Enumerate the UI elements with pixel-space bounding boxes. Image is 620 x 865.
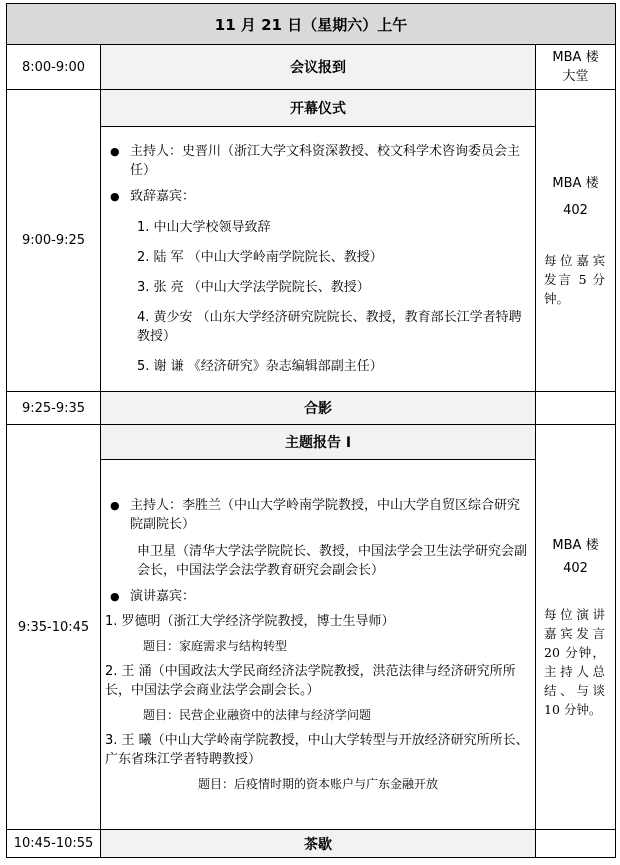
keynote-talk-3-speaker: 3. 王 曦（中山大学岭南学院教授，中山大学转型与开放经济研究所所长、广东省珠江学者特聘教授）	[105, 732, 529, 767]
keynote-room-cell	[536, 425, 616, 830]
opening-speaker-5: 5. 谢 谦 《经济研究》杂志编辑部副主任）	[137, 359, 383, 374]
registration-room-building: MBA 楼	[552, 50, 599, 65]
keynote-cohost: 申卫星（清华大学法学院院长、教授，中国法学会卫生法学研究会副会长，中国法学会法学教育研究会副会长）	[137, 543, 528, 578]
opening-speaker-3: 3. 张 亮 （中山大学法学院院长、教授）	[137, 280, 370, 295]
keynote-talk-2-speaker: 2. 王 涌（中国政法大学民商经济法学院教授，洪范法律与经济研究所所长，中国法学会商业法学会副会长。）	[105, 663, 516, 698]
opening-room-number: 402	[563, 202, 588, 218]
registration-room-place: 大堂	[562, 69, 589, 84]
photo-room	[536, 392, 616, 425]
opening-speaker-2: 2. 陆 军 （中山大学岭南学院院长、教授）	[137, 250, 383, 265]
keynote-talk-3-topic: 题目：后疫情时期的资本账户与广东金融开放	[197, 776, 438, 791]
keynote-talk-1-speaker: 1. 罗德明（浙江大学经济学院教授，博士生导师）	[105, 613, 395, 629]
keynote-host: ● 主持人：李胜兰（中山大学岭南学院教授，中山大学自贸区综合研究院副院长）	[101, 496, 535, 534]
opening-title-row	[7, 90, 616, 127]
day-title: 11 月 21 日（星期六）上午	[7, 4, 616, 45]
opening-time: 9:00-9:25	[7, 90, 101, 392]
photo-time: 9:25-9:35	[7, 392, 101, 425]
opening-speaker-4: 4. 黄少安 （山东大学经济研究院院长、教授，教育部长江学者特聘教授）	[137, 310, 522, 344]
opening-note: 每位嘉宾发言 5 分钟。	[544, 252, 606, 306]
keynote-note: 每位演讲嘉宾发言 20 分钟，主持人总结、与谈 10 分钟。	[544, 606, 606, 717]
opening-room-building: MBA 楼	[552, 175, 599, 191]
opening-content	[101, 127, 536, 392]
keynote-talk-1-topic: 题目：家庭需求与结构转型	[143, 638, 288, 653]
registration-title: 会议报到	[101, 45, 536, 90]
keynote-room-building: MBA 楼	[552, 537, 599, 553]
keynote-title: 主题报告 I	[101, 425, 536, 460]
opening-host: ● 主持人：史晋川（浙江大学文科资深教授、校文科学术咨询委员会主任）	[101, 142, 535, 180]
opening-speakers-label: ● 致辞嘉宾：	[101, 187, 535, 206]
photo-row	[7, 392, 616, 425]
photo-title: 合影	[101, 392, 536, 425]
opening-title: 开幕仪式	[101, 90, 536, 127]
keynote-room-number: 402	[563, 560, 588, 576]
keynote-title-row	[7, 425, 616, 460]
tea-room	[536, 830, 616, 858]
schedule-table	[6, 3, 616, 858]
registration-room	[536, 45, 616, 90]
header-row	[7, 4, 616, 45]
keynote-talk-2-topic: 题目：民营企业融资中的法律与经济学问题	[143, 707, 372, 722]
tea-title: 茶歇	[101, 830, 536, 858]
keynote-content	[101, 460, 536, 830]
tea-time: 10:45-10:55	[7, 830, 101, 858]
opening-room-cell	[536, 90, 616, 392]
registration-row	[7, 45, 616, 90]
tea-row	[7, 830, 616, 858]
registration-time: 8:00-9:00	[7, 45, 101, 90]
keynote-time: 9:35-10:45	[7, 425, 101, 830]
opening-speaker-1: 1. 中山大学校领导致辞	[137, 220, 271, 235]
keynote-speakers-label: ● 演讲嘉宾：	[101, 587, 535, 606]
